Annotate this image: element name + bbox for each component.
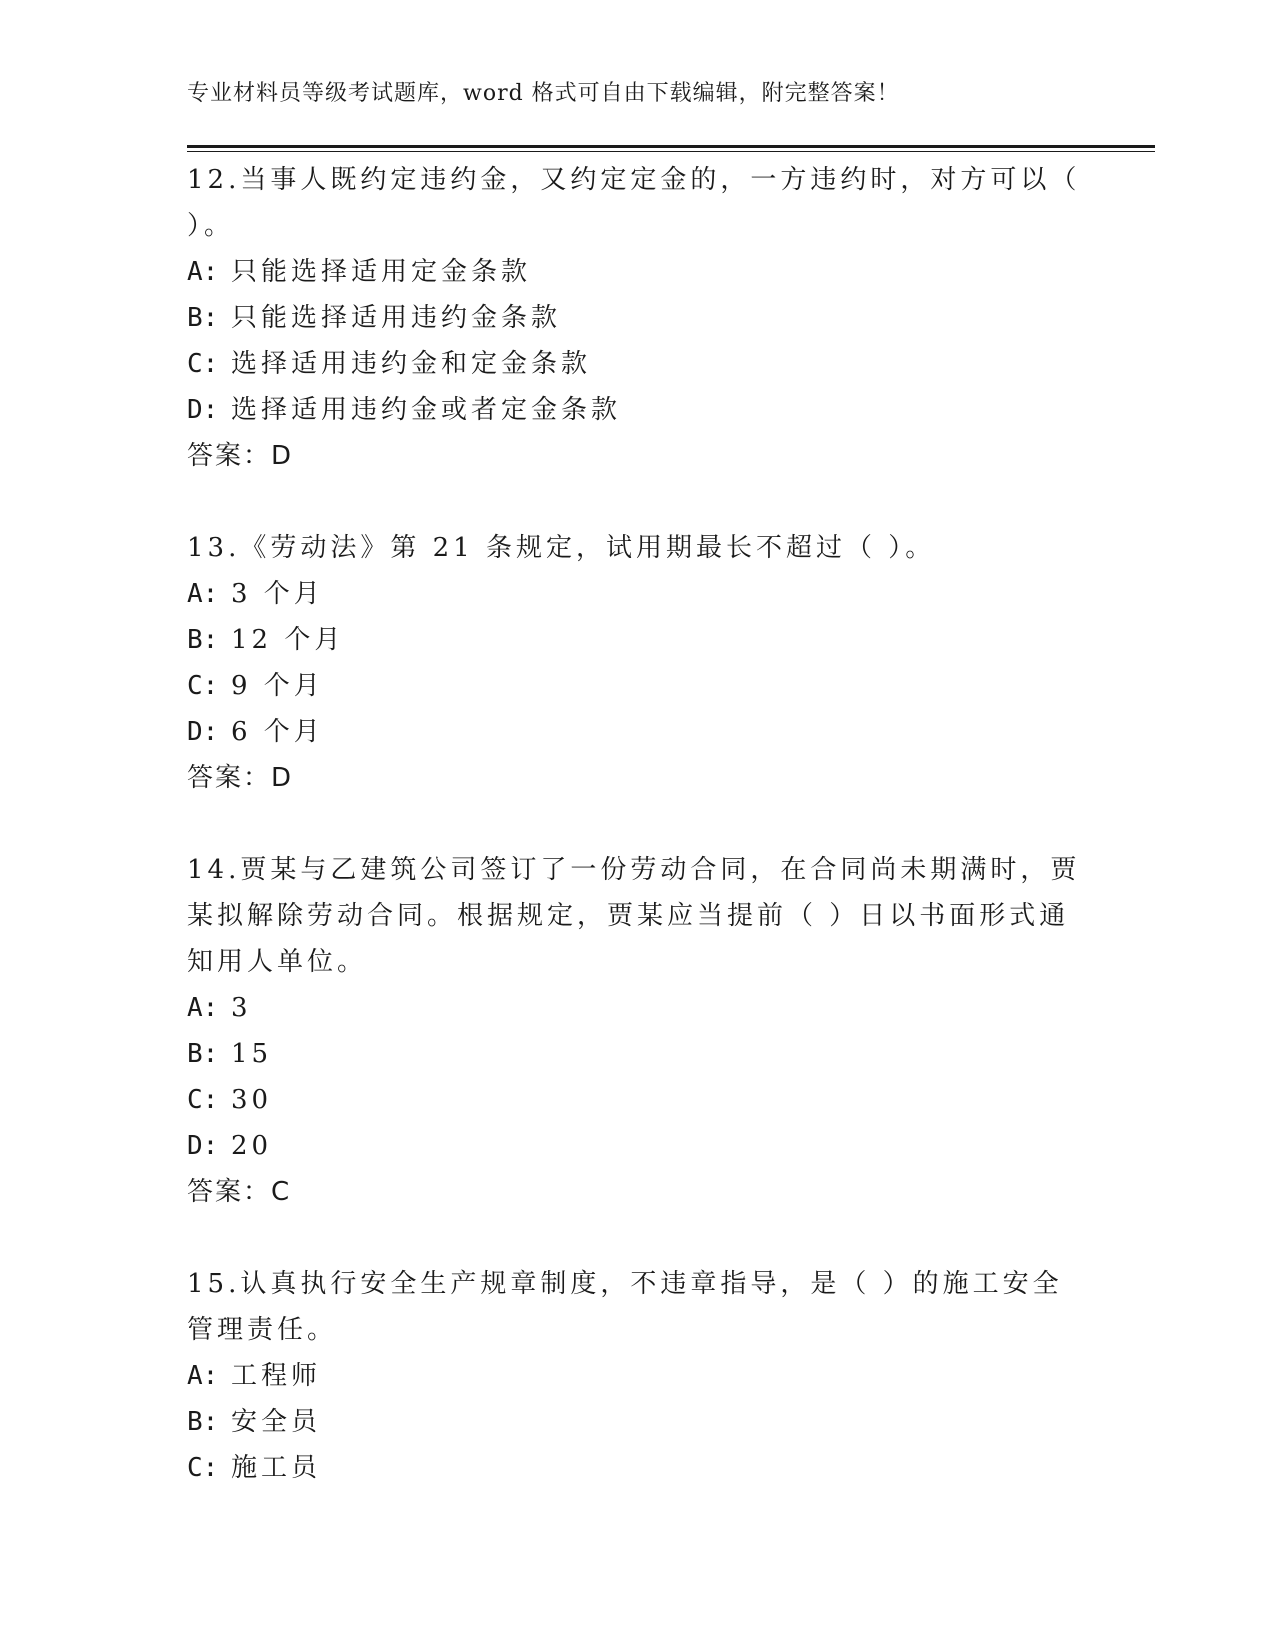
question-text: 13.《劳动法》第 21 条规定，试用期最长不超过（ ）。 — [187, 533, 936, 563]
option-text: 9 个月 — [231, 671, 324, 701]
option-text: 只能选择适用定金条款 — [231, 257, 532, 287]
option-text: 安全员 — [231, 1407, 322, 1437]
question-14 — [187, 847, 1087, 1215]
option-b — [187, 295, 1087, 341]
option-letter: C: — [187, 349, 219, 379]
option-letter: B: — [187, 625, 219, 655]
option-text: 施工员 — [231, 1453, 322, 1483]
header-rule-thick — [187, 145, 1155, 148]
option-d — [187, 387, 1087, 433]
option-b — [187, 1399, 1087, 1445]
header-rule-thin — [187, 151, 1155, 152]
option-letter: C: — [187, 1085, 219, 1115]
option-letter: D: — [187, 717, 219, 747]
question-12 — [187, 157, 1087, 479]
option-b — [187, 1031, 1087, 1077]
option-text: 6 个月 — [231, 717, 324, 747]
option-text: 工程师 — [231, 1361, 322, 1391]
option-d — [187, 709, 1087, 755]
option-text: 30 — [231, 1085, 273, 1115]
option-text: 20 — [231, 1131, 273, 1161]
option-letter: A: — [187, 579, 219, 609]
option-text: 12 个月 — [231, 625, 345, 655]
option-text: 15 — [231, 1039, 273, 1069]
question-13 — [187, 525, 1087, 801]
answer-line: 答案：D — [187, 763, 294, 793]
option-c — [187, 341, 1087, 387]
option-c — [187, 1445, 1087, 1491]
option-a — [187, 571, 1087, 617]
option-letter: D: — [187, 1131, 219, 1161]
option-a — [187, 985, 1087, 1031]
answer-line: 答案：D — [187, 441, 294, 471]
option-c — [187, 1077, 1087, 1123]
question-text: 14.贾某与乙建筑公司签订了一份劳动合同，在合同尚未期满时，贾某拟解除劳动合同。根据规定，贾某应当提前（ ）日以书面形式通知用人单位。 — [187, 855, 1081, 977]
option-text: 3 个月 — [231, 579, 324, 609]
option-letter: C: — [187, 1453, 219, 1483]
question-text: 12.当事人既约定违约金，又约定定金的，一方违约时，对方可以（ ）。 — [187, 165, 1081, 241]
option-text: 只能选择适用违约金条款 — [231, 303, 562, 333]
option-b — [187, 617, 1087, 663]
option-text: 选择适用违约金和定金条款 — [231, 349, 592, 379]
answer-line: 答案：C — [187, 1177, 292, 1207]
option-letter: B: — [187, 1039, 219, 1069]
option-text: 选择适用违约金或者定金条款 — [231, 395, 622, 425]
option-a — [187, 1353, 1087, 1399]
option-letter: B: — [187, 303, 219, 333]
option-letter: D: — [187, 395, 219, 425]
option-letter: C: — [187, 671, 219, 701]
option-letter: A: — [187, 993, 219, 1023]
question-list — [187, 157, 1087, 1537]
option-letter: B: — [187, 1407, 219, 1437]
option-letter: A: — [187, 257, 219, 287]
page-header: 专业材料员等级考试题库，word 格式可自由下载编辑，附完整答案！ — [187, 81, 900, 106]
question-15 — [187, 1261, 1087, 1491]
option-d — [187, 1123, 1087, 1169]
question-text: 15.认真执行安全生产规章制度，不违章指导，是（ ）的施工安全管理责任。 — [187, 1269, 1063, 1345]
option-text: 3 — [231, 993, 252, 1023]
option-letter: A: — [187, 1361, 219, 1391]
option-c — [187, 663, 1087, 709]
option-a — [187, 249, 1087, 295]
